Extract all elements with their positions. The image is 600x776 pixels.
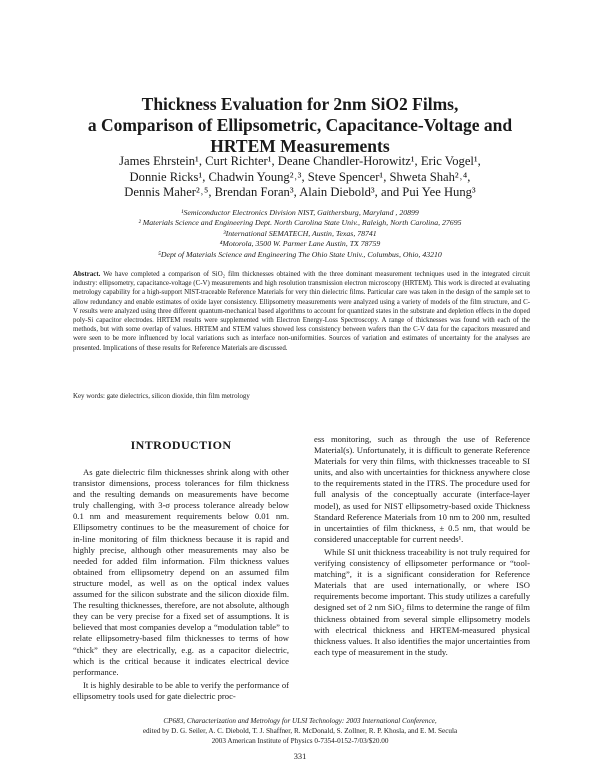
author-line: Dennis Maher²˒⁵, Brendan Foran³, Alain Diebold³, and Pui Yee Hung³ [124, 185, 476, 200]
page-number: 331 [293, 752, 307, 761]
footer-citation [60, 716, 540, 747]
paragraph: ess monitoring, such as through the use of Reference Material(s). Unfortunately, it is difficult to generate Reference Materials for very thin films, with thicknesses traceable to SI units, and also with uncertainties for thickness anywhere close to the requirements stated in the ITRS. The procedure used for full analysis of the conceptually accurate (interface-layer model), as used for NIST ellipsometry-based oxide Thickness Standard Reference Materials from 10 nm to 200 nm, resulted in uncertainties of film thickness, ± 0.5 nm, that would be considered unacceptable for current needs¹. [314, 434, 530, 544]
footer-line: edited by D. G. Seiler, A. C. Diebold, T. J. Shaffner, R. McDonald, S. Zollner, R. P. Khosla, and E. M. Secula [142, 727, 458, 736]
affiliation: ⁵Dept of Materials Science and Engineering The Ohio State Univ., Columbus, Ohio, 43210 [158, 249, 442, 259]
paragraph: As gate dielectric film thicknesses shrink along with other transistor dimensions, process tolerances for film thickness and the resulting demands on measurements have become truly challenging, with 3-σ process tolerance already below 0.1 nm and measurement requirements below 0.01 nm. Ellipsometry continues to be the measurement of choice for in-line monitoring of film thickness because it is rapid and highly precise, although other measurements may also be needed for added film information. Film thickness values obtained from ellipsometry depend on an assumed film structure model, as well as on the optical index values assumed for the silicon substrate and the silicon dioxide film. The resulting thicknesses, therefore, are not absolute, although they can be very precise for a fixed set of assumptions. It is believed that most companies develop a “modulation table” to relate ellipsometry-based film thicknesses to terms of how “thick” they are electrically, e.g. as a capacitor dielectric, which is the critical because it indicates electrical device performance. [73, 467, 289, 677]
affiliation: ¹Semiconductor Electronics Division NIST, Gaithersburg, Maryland , 20899 [181, 208, 419, 217]
left-column [73, 467, 289, 702]
section-heading-introduction: INTRODUCTION [130, 438, 232, 452]
affiliation: ³International SEMATECH, Austin, Texas, 78741 [223, 228, 377, 238]
right-column [314, 434, 530, 658]
author-line: Donnie Ricks¹, Chadwin Young²˒³, Steve Spencer¹, Shweta Shah²˒⁴, [129, 169, 471, 184]
title-line: HRTEM Measurements [210, 136, 390, 156]
footer-line: 2003 American Institute of Physics 0-7354-0152-7/03/$20.00 [211, 737, 389, 746]
author-line: James Ehrstein¹, Curt Richter¹, Deane Chandler-Horowitz¹, Eric Vogel¹, [119, 154, 481, 168]
paper-title [40, 94, 560, 157]
title-line: a Comparison of Ellipsometric, Capacitance-Voltage and [87, 115, 513, 135]
footer-line: CP683, Characterization and Metrology for ULSI Technology: 2003 International Conference, [163, 717, 437, 725]
abstract-label: Abstract. [73, 271, 101, 278]
abstract [73, 270, 530, 353]
author-list [60, 154, 540, 201]
paragraph: It is highly desirable to be able to verify the performance of ellipsometry tools used for gate dielectric proc- [73, 679, 289, 701]
title-line: Thickness Evaluation for 2nm SiO2 Films, [141, 94, 459, 114]
affiliation: ⁴Motorola, 3500 W. Parmer Lane Austin, TX 78759 [219, 239, 381, 249]
paragraph: While SI unit thickness traceability is not truly required for verifying consistency of ellipsometer performance or “tool-matching”, it is a significant consideration for Reference Materials that are used internationally, or where ISO requirements become important. This study utilizes a carefully designed set of 2 nm SiO₂ films to determine the range of film thickness obtained from several simple ellipsometry models with electrical thickness and HRTEM-measured physical thickness values. It also identifies the major uncertainties from each type of measurement in the study. [314, 546, 530, 657]
affiliation-list [60, 208, 540, 260]
abstract-text: We have completed a comparison of SiO₂ film thicknesses obtained with the three dominant measurement techniques used in the integrated circuit industry: ellipsometry, capacitance-voltage (C-V) measurements and high resolution transmission electron microscopy (HRTEM). This work is directed at evaluating metrology capability for a high-support NIST-traceable Reference Materials for very thin dielectric films. Particular care was taken in the design of the sample set to allow redundancy and enable estimates of oxide layer consistency. Ellipsometry measurements were analyzed using a variety of models of the film structure, and C-V results were analyzed using three different quantum-mechanical based algorithms to account for quantized states in the substrate and depletion effects in the doped poly-Si capacitor electrodes. HRTEM results were supplemented with Electron Energy-Loss Spectroscopy. A range of thicknesses was found with each of the methods, but with some overlap of values. HRTEM and STEM values showed less consistency between wafers than the C-V data for the capacitors measured and were seen to be more influenced by local variations such as interface non-uniformities. Sources of variation and estimates of uncertainty for the analyses are presented. Implications of these results for Reference Materials are discussed. [73, 271, 530, 352]
keywords: Key words: gate dielectrics, silicon dioxide, thin film metrology [73, 393, 250, 400]
affiliation: ² Materials Science and Engineering Dept. North Carolina State Univ., Raleigh, North Carolina, 27695 [138, 218, 462, 228]
